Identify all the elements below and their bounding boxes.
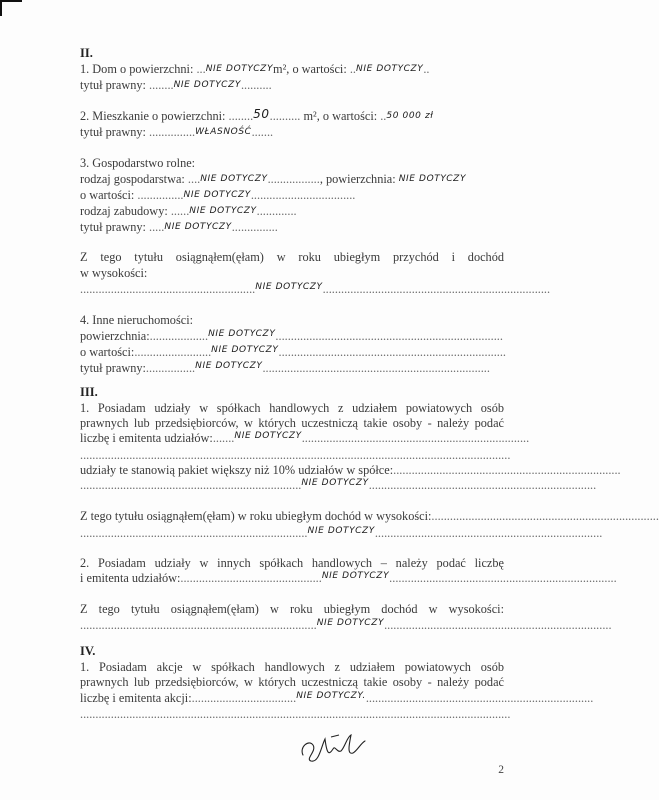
shares1-blank-line: ............................................................................................................................................	[80, 448, 511, 462]
stocks1-line3-row: liczbę i emitenta akcji: .................................. NIE DOTYCZY. ..........................................................................	[80, 691, 594, 705]
page-number: 2	[498, 764, 504, 776]
shares1-pct-label: udziały te stanowią pakiet większy niż 10% udziałów w spółce:	[80, 463, 394, 477]
farm-income-text2: w wysokości:	[80, 266, 148, 280]
farm-value-row: o wartości: ...............NIE DOTYCZY..................................	[80, 188, 356, 202]
shares1-line1: 1. Posiadam udziały w spółkach handlowych z udziałem powiatowych osób	[80, 401, 504, 415]
shares2-income-value-row: ............................................................................. NIE DOTYCZY ..........................................................................	[80, 618, 612, 632]
shares2-handwriting: NIE DOTYCZY	[321, 571, 390, 581]
farm-income-handwriting: NIE DOTYCZY	[255, 282, 323, 292]
other-title-label: tytuł prawny:	[80, 361, 146, 375]
farm-type-label: rodzaj gospodarstwa:	[80, 172, 188, 186]
house-label: 1. Dom o powierzchni:	[80, 62, 197, 76]
signature-image	[295, 725, 375, 765]
farm-type-row: rodzaj gospodarstwa: ....NIE DOTYCZY................., powierzchnia: NIE DOTYCZY	[80, 172, 467, 186]
other-area-handwriting: NIE DOTYCZY	[208, 329, 276, 339]
house-area-handwriting: NIE DOTYCZY	[205, 64, 274, 74]
shares1-pct-handwriting: NIE DOTYCZY	[301, 478, 369, 488]
section-iii-heading: III.	[80, 385, 98, 399]
scan-corner-mark	[0, 0, 22, 16]
other-title-handwriting: NIE DOTYCZY	[195, 361, 263, 371]
flat-label: 2. Mieszkanie o powierzchni:	[80, 109, 229, 123]
farm-area-label: , powierzchnia:	[319, 172, 399, 186]
section-iv-heading: IV.	[80, 644, 96, 658]
shares1-pct-value-row: ........................................................................ NIE DOTYCZY ..........................................................................	[80, 478, 597, 492]
farm-title-row: tytuł prawny: .....NIE DOTYCZY...............	[80, 220, 278, 234]
shares1-handwriting: NIE DOTYCZY	[234, 431, 302, 441]
farm-title-handwriting: NIE DOTYCZY	[164, 222, 232, 232]
shares1-line3-row: liczbę i emitenta udziałów: ....... NIE DOTYCZY ..........................................................................	[80, 431, 530, 445]
shares2-line1: 2. Posiadam udziały w innych spółkach handlowych – należy podać liczbę	[80, 556, 504, 570]
shares1-pct-row: udziały te stanowią pakiet większy niż 10% udziałów w spółce: ..........................................................................	[80, 463, 621, 477]
farm-income-text: Z tego tytułu osiągnąłem(ęłam) w roku ubiegłym przychód i dochód	[80, 250, 504, 264]
flat-row: 2. Mieszkanie o powierzchni: ........50.......... m², o wartości: ..50 000 zł	[80, 107, 434, 123]
shares1-income-value-row: .......................................................................... NIE DOTYCZY ..........................................................................	[80, 526, 603, 540]
other-title-row: tytuł prawny: ................ NIE DOTYCZY ..........................................................................	[80, 361, 490, 375]
shares2-line2-label: i emitenta udziałów:	[80, 571, 181, 585]
shares2-income-text: Z tego tytułu osiągnąłem(ęłam) w roku ubiegłym dochód w wysokości:	[80, 602, 504, 616]
farm-value-label: o wartości:	[80, 188, 138, 202]
house-title-row: tytuł prawny: ........NIE DOTYCZY..........	[80, 78, 272, 92]
farm-area-handwriting: NIE DOTYCZY	[398, 174, 467, 184]
farm-label: 3. Gospodarstwo rolne:	[80, 156, 196, 170]
other-value-handwriting: NIE DOTYCZY	[211, 345, 279, 355]
stocks1-handwriting: NIE DOTYCZY.	[296, 691, 366, 701]
other-value-label: o wartości:	[80, 345, 135, 359]
stocks1-line2: prawnych lub przedsiębiorców, w których uczestniczą takie osoby - należy podać	[80, 675, 504, 689]
flat-title-row: tytuł prawny: ...............WŁASNOŚĆ.......	[80, 125, 274, 139]
house-row: 1. Dom o powierzchni: ...NIE DOTYCZYm², o wartości: ..NIE DOTYCZY..	[80, 62, 430, 76]
flat-area-handwriting: 50	[253, 107, 270, 121]
other-area-row: powierzchnia: ................... NIE DOTYCZY ..........................................................................	[80, 329, 503, 343]
section-ii-heading: II.	[80, 46, 93, 60]
other-area-label: powierzchnia:	[80, 329, 150, 343]
farm-value-handwriting: NIE DOTYCZY	[183, 190, 251, 200]
farm-building-label: rodzaj zabudowy:	[80, 204, 171, 218]
house-value-handwriting: NIE DOTYCZY	[355, 64, 424, 74]
house-title-handwriting: NIE DOTYCZY	[173, 80, 241, 90]
house-unit-label: m², o wartości:	[273, 62, 350, 76]
stocks1-line1: 1. Posiadam akcje w spółkach handlowych z udziałem powiatowych osób	[80, 660, 504, 674]
stocks1-blank-line: ............................................................................................................................................	[80, 707, 511, 721]
shares2-line2-row: i emitenta udziałów: .............................................. NIE DOTYCZY ..........................................................................	[80, 571, 617, 585]
flat-title-label: tytuł prawny:	[80, 125, 149, 139]
other-value-row: o wartości: ......................... NIE DOTYCZY ..........................................................................	[80, 345, 507, 359]
stocks1-line3-label: liczbę i emitenta akcji:	[80, 691, 192, 705]
shares1-income-handwriting: NIE DOTYCZY	[307, 526, 375, 536]
house-title-label: tytuł prawny:	[80, 78, 149, 92]
flat-unit-label: m², o wartości:	[300, 109, 381, 123]
farm-income-row: ......................................................... NIE DOTYCZY ..........................................................................	[80, 282, 551, 296]
shares1-line2: prawnych lub przedsiębiorców, w których uczestniczą takie osoby - należy podać	[80, 416, 504, 430]
farm-building-row: rodzaj zabudowy: ......NIE DOTYCZY.............	[80, 204, 297, 218]
shares1-line3-label: liczbę i emitenta udziałów:	[80, 431, 213, 445]
shares1-income-label: Z tego tytułu osiągnąłem(ęłam) w roku ubiegłym dochód w wysokości:	[80, 509, 432, 523]
farm-building-handwriting: NIE DOTYCZY	[189, 206, 257, 216]
flat-title-handwriting: WŁASNOŚĆ	[195, 127, 252, 137]
farm-title-label: tytuł prawny:	[80, 220, 149, 234]
flat-value-handwriting: 50 000 zł	[386, 111, 434, 121]
shares2-income-handwriting: NIE DOTYCZY	[316, 618, 385, 628]
farm-type-handwriting: NIE DOTYCZY	[200, 174, 268, 184]
other-estate-label: 4. Inne nieruchomości:	[80, 313, 194, 327]
shares1-income-row: Z tego tytułu osiągnąłem(ęłam) w roku ubiegłym dochód w wysokości: ..........................................................................	[80, 509, 659, 523]
